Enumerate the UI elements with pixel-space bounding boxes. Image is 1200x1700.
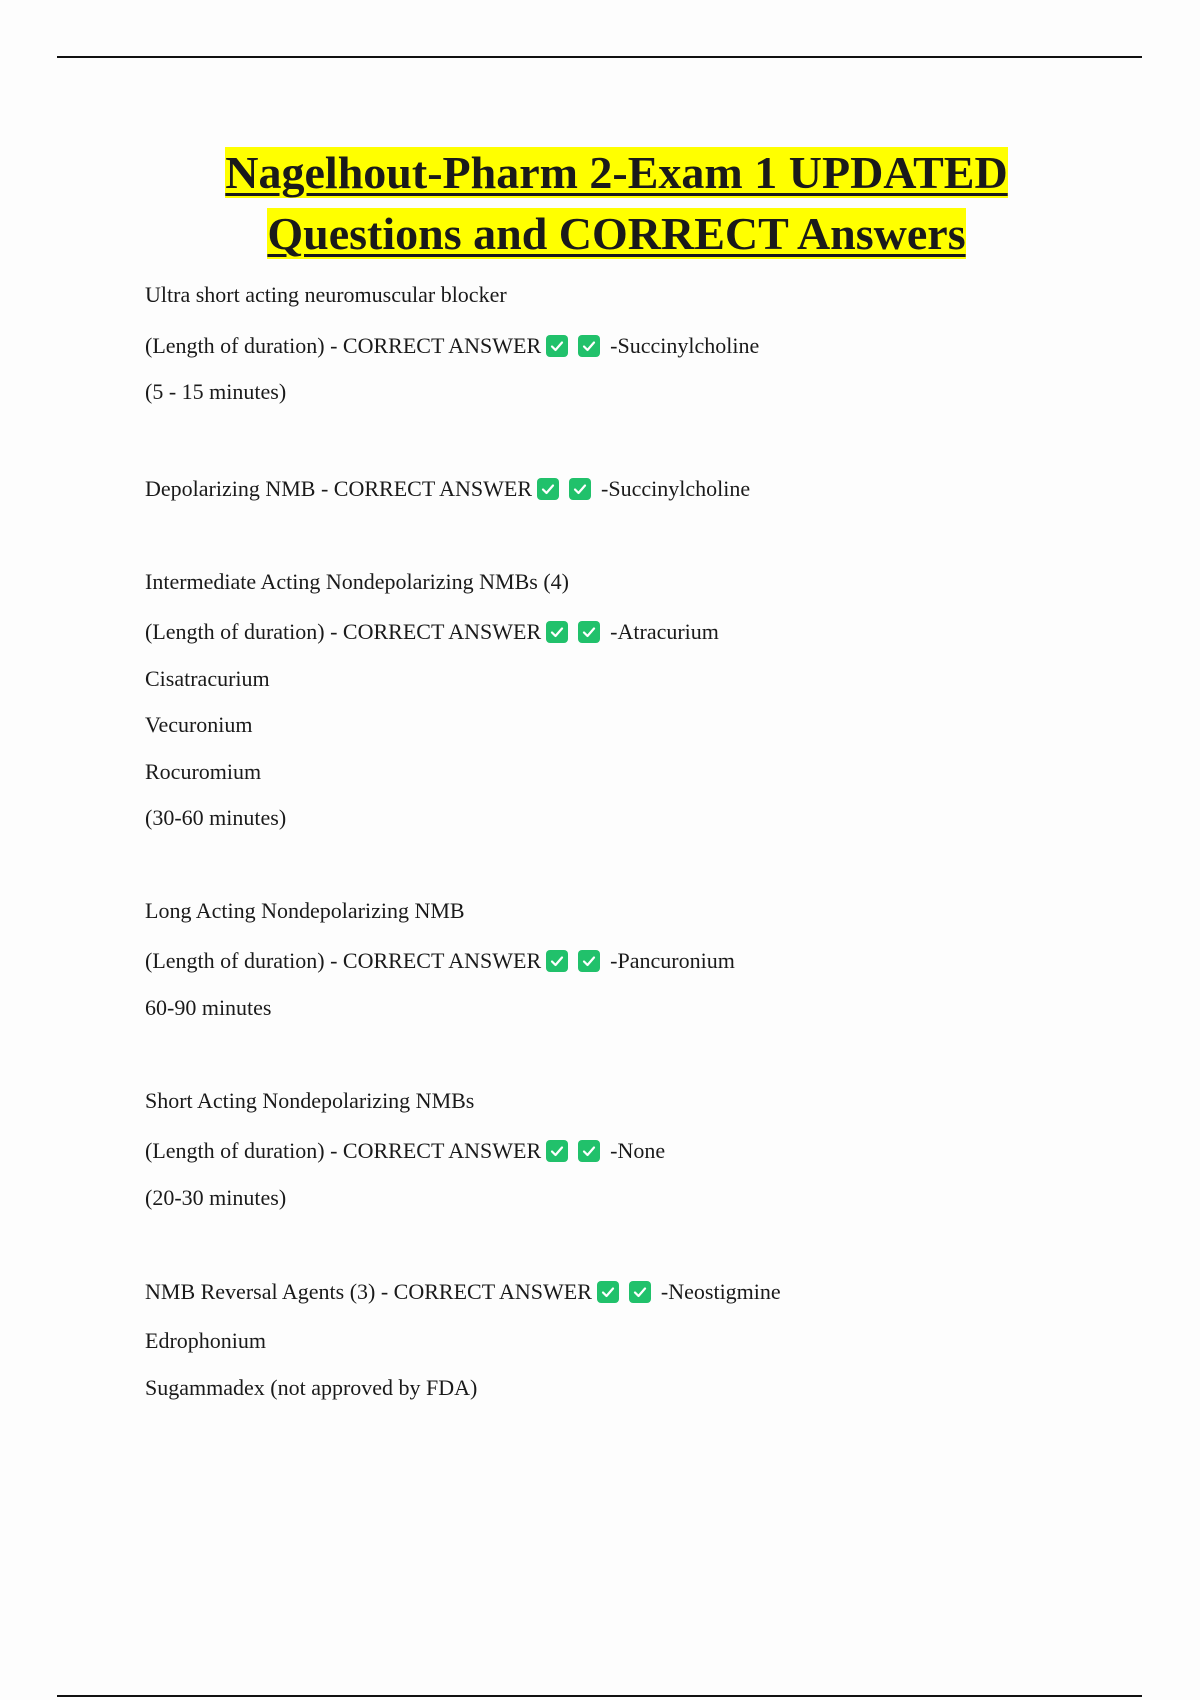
question-text: NMB Reversal Agents (3) - CORRECT ANSWER [145, 1279, 592, 1304]
checkmark-icon [629, 1281, 651, 1303]
bottom-rule [57, 1695, 1142, 1697]
question-answer-line [145, 476, 750, 502]
checkmark-icon [546, 621, 568, 643]
answer-text: -Atracurium [610, 619, 719, 644]
checkmark-icon [537, 478, 559, 500]
question-text: Ultra short acting neuromuscular blocker [145, 282, 507, 307]
question-text: Depolarizing NMB - CORRECT ANSWER [145, 476, 533, 501]
title-line-2: Questions and CORRECT Answers [267, 208, 966, 259]
answer-text: -None [610, 1138, 666, 1163]
question-answer-line [145, 948, 735, 974]
question-text: (Length of duration) - CORRECT ANSWER [145, 619, 542, 644]
answer-text: Sugammadex (not approved by FDA) [145, 1375, 478, 1400]
answer-text: Edrophonium [145, 1328, 266, 1353]
answer-text: -Pancuronium [610, 948, 735, 973]
checkmark-icon [546, 1140, 568, 1162]
top-rule [57, 56, 1142, 58]
checkmark-icon [578, 950, 600, 972]
answer-text: Vecuronium [145, 712, 253, 737]
document-title [0, 142, 1200, 264]
question-text: Long Acting Nondepolarizing NMB [145, 898, 465, 923]
answer-text: -Succinylcholine [601, 476, 751, 501]
question-text: Intermediate Acting Nondepolarizing NMBs (4) [145, 569, 570, 594]
question-answer-line [145, 619, 719, 645]
question-text: Short Acting Nondepolarizing NMBs [145, 1088, 475, 1113]
question-text: (Length of duration) - CORRECT ANSWER [145, 333, 542, 358]
question-answer-line [145, 1279, 781, 1305]
answer-text: 60-90 minutes [145, 995, 272, 1020]
answer-text: (30-60 minutes) [145, 805, 287, 830]
answer-text: (5 - 15 minutes) [145, 379, 287, 404]
checkmark-icon [578, 1140, 600, 1162]
question-answer-line [145, 1138, 665, 1164]
question-text: (Length of duration) - CORRECT ANSWER [145, 948, 542, 973]
question-text: (Length of duration) - CORRECT ANSWER [145, 1138, 542, 1163]
answer-text: -Neostigmine [660, 1279, 781, 1304]
checkmark-icon [546, 335, 568, 357]
checkmark-icon [578, 335, 600, 357]
question-answer-line [145, 333, 759, 359]
checkmark-icon [578, 621, 600, 643]
answer-text: Cisatracurium [145, 666, 270, 691]
answer-text: Rocuromium [145, 759, 262, 784]
answer-text: -Succinylcholine [610, 333, 760, 358]
checkmark-icon [597, 1281, 619, 1303]
checkmark-icon [569, 478, 591, 500]
checkmark-icon [546, 950, 568, 972]
answer-text: (20-30 minutes) [145, 1185, 287, 1210]
title-line-1: Nagelhout-Pharm 2-Exam 1 UPDATED [225, 147, 1008, 198]
